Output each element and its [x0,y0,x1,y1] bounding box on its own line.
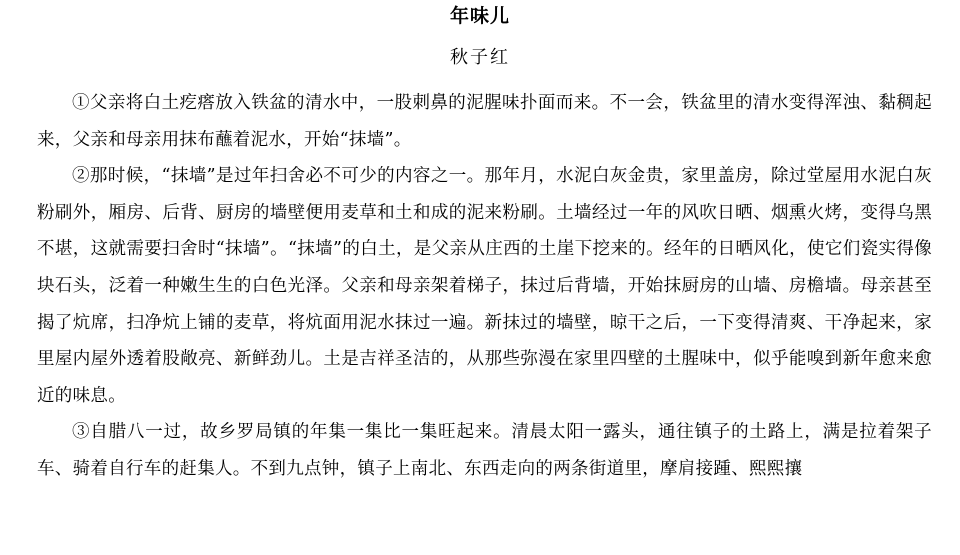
article-title: 年味儿 [449,5,510,27]
paragraph-3: ③自腊八一过，故乡罗局镇的年集一集比一集旺起来。清晨太阳一露头，通往镇子的土路上，满是拉着架子车、骑着自行车的赶集人。不到九点钟，镇子上南北、东西走向的两条街道里，摩肩接踵、熙熙攘 [37,422,932,479]
article-author: 秋子红 [450,47,510,68]
paragraph-2: ②那时候，“抹墙”是过年扫舍必不可少的内容之一。那年月，水泥白灰金贵，家里盖房，除过堂屋用水泥白灰粉刷外，厢房、后背、厨房的墙壁便用麦草和土和成的泥来粉刷。土墙经过一年的风吹日晒、烟熏火烤，变得乌黑不堪，这就需要扫舍时“抹墙”。“抹墙”的白土，是父亲从庄西的土崖下挖来的。经年的日晒风化，使它们瓷实得像块石头，泛着一种嫩生生的白色光泽。父亲和母亲架着梯子，抹过后背墙，开始抹厨房的山墙、房檐墙。母亲甚至揭了炕席，扫净炕上铺的麦草，将炕面用泥水抹过一遍。新抹过的墙壁，晾干之后，一下变得清爽、干净起来，家里屋内屋外透着股敞亮、新鲜劲儿。土是吉祥圣洁的，从那些弥漫在家里四壁的土腥味中，似乎能嗅到新年愈来愈近的味息。 [37,166,932,406]
paragraph-1: ①父亲将白土疙瘩放入铁盆的清水中，一股刺鼻的泥腥味扑面而来。不一会，铁盆里的清水变得浑浊、黏稠起来，父亲和母亲用抹布蘸着泥水，开始“抹墙”。 [37,93,932,150]
article-body [37,85,932,488]
